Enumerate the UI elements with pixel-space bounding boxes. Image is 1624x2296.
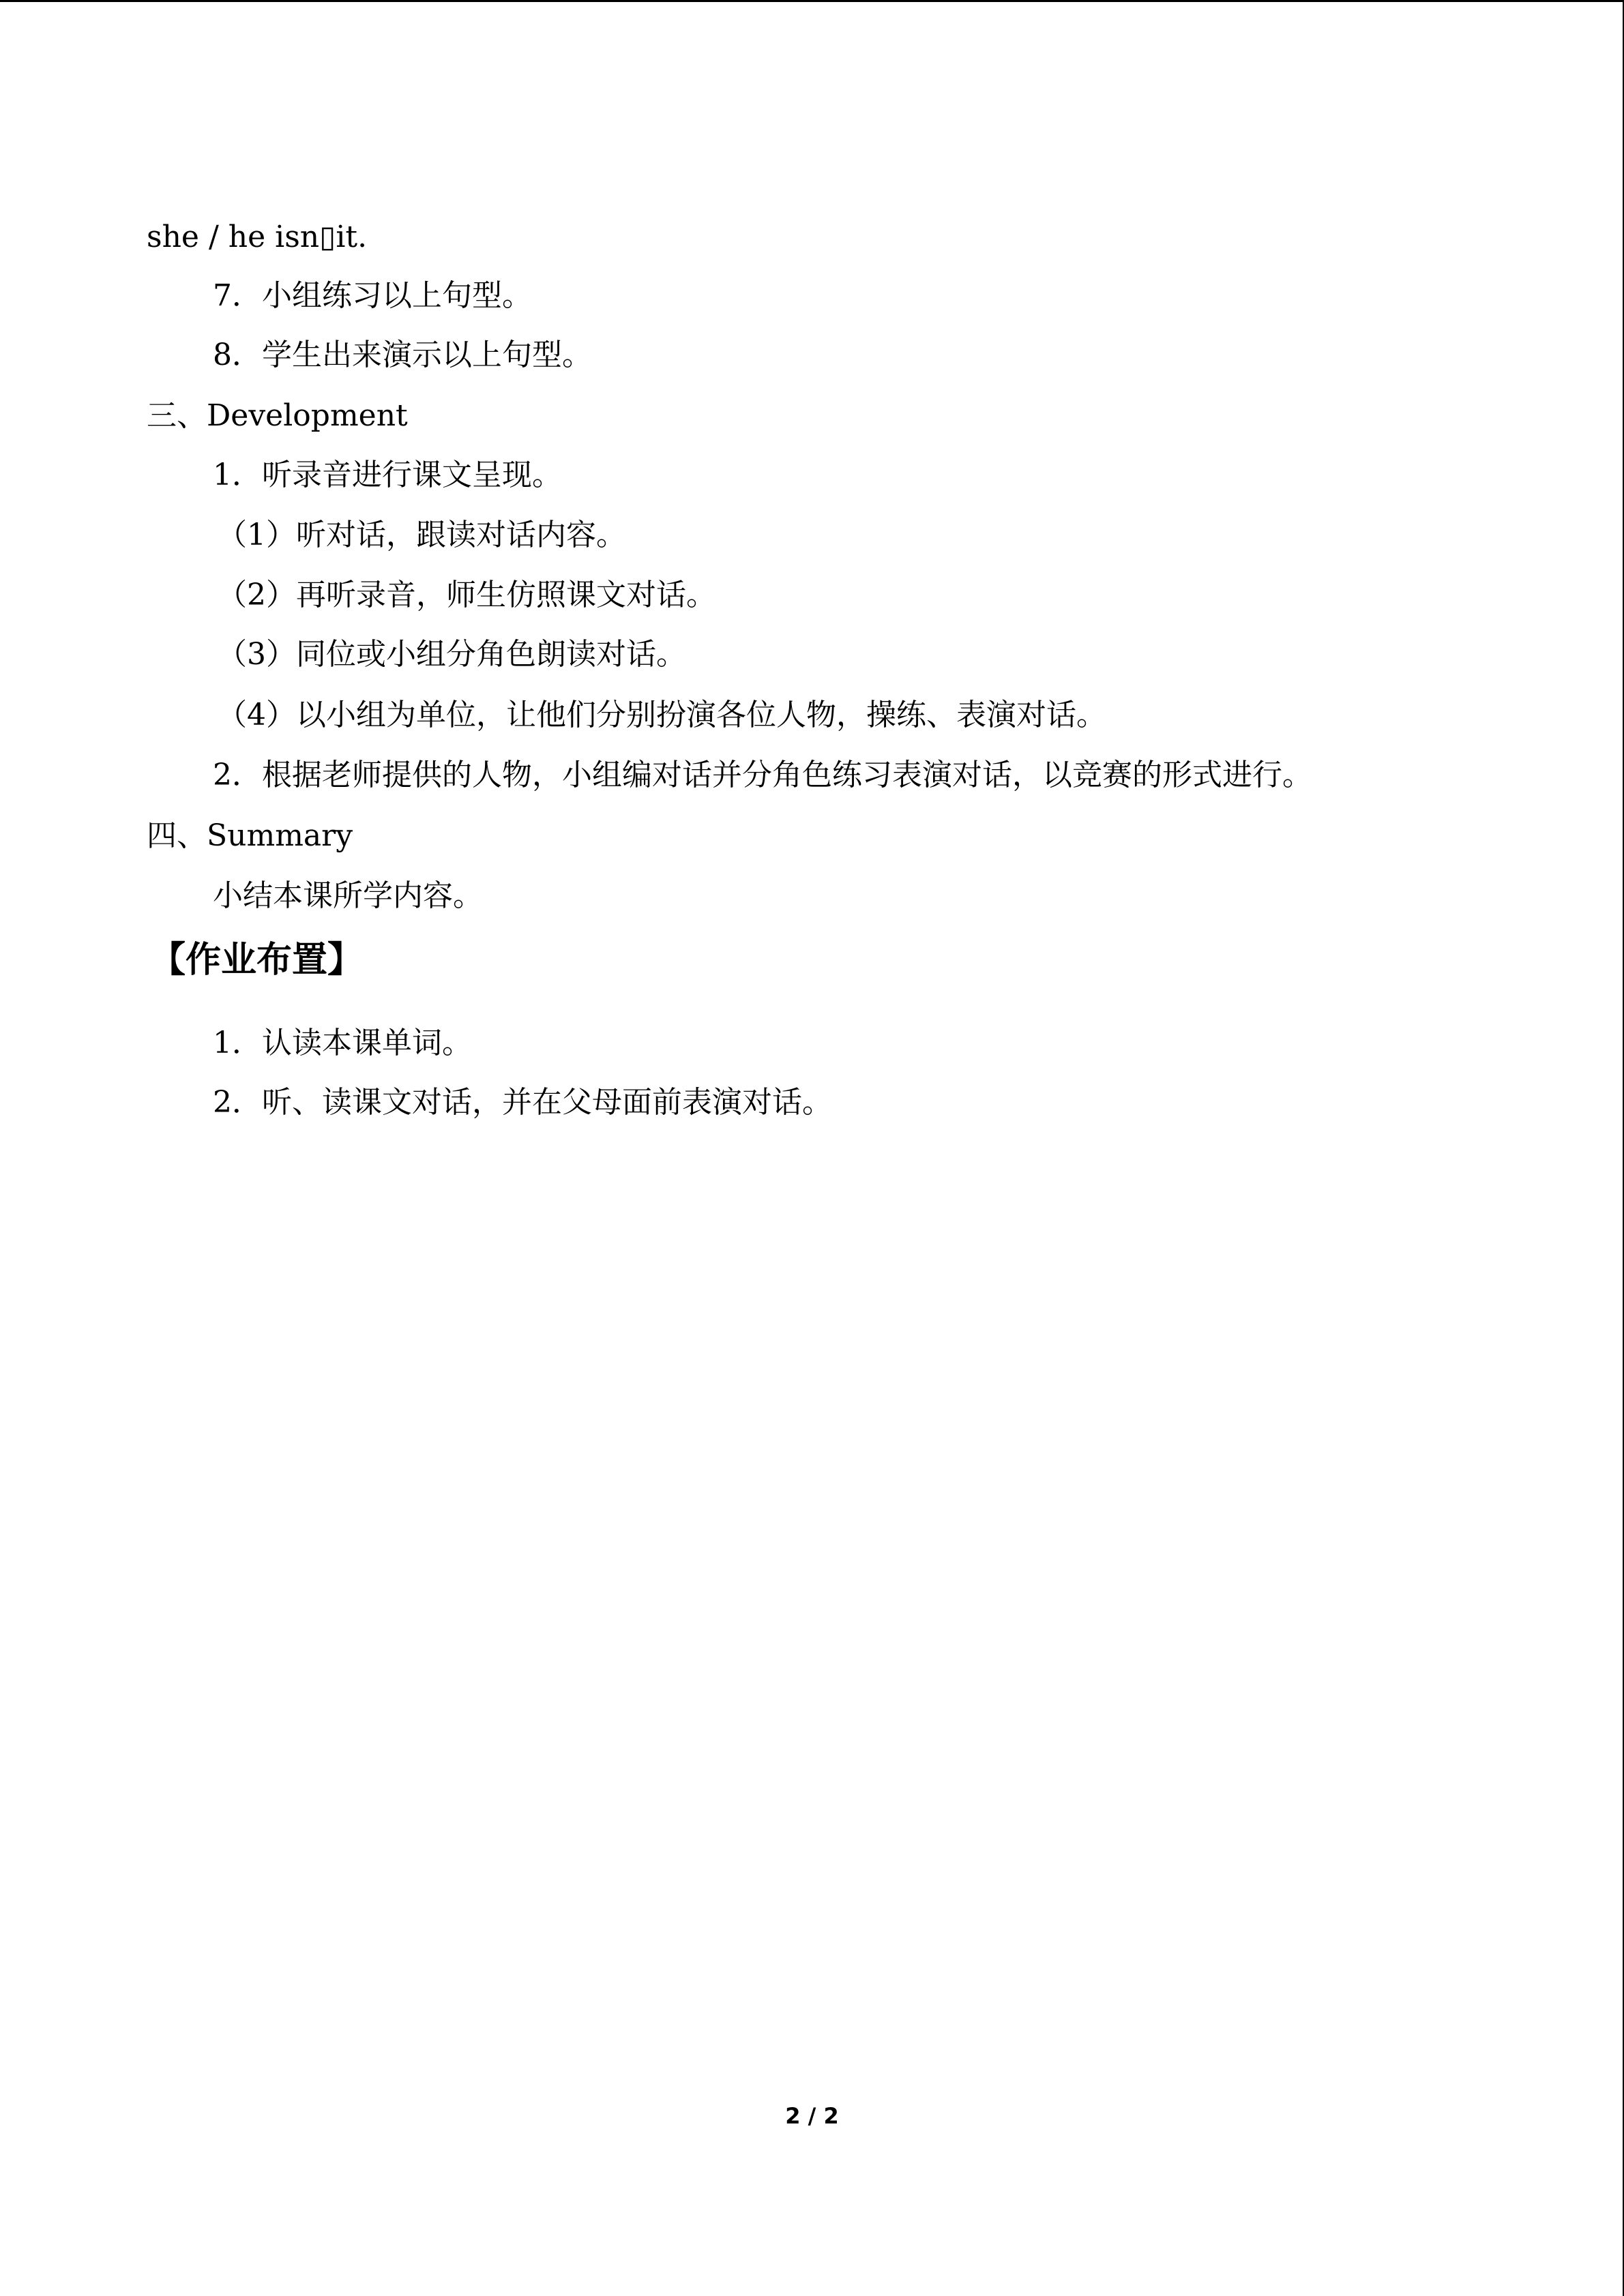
section-heading-summary: 四、Summary	[147, 818, 353, 853]
text-line-continuation: she / he isn▯it.	[147, 220, 368, 254]
summary-text: 小结本课所学内容。	[213, 878, 483, 913]
page-number: 2 / 2	[785, 2103, 839, 2129]
list-item-development-2: 2．根据老师提供的人物，小组编对话并分角色练习表演对话，以竞赛的形式进行。	[213, 758, 1312, 792]
sub-item-2: （2）再听录音，师生仿照课文对话。	[217, 578, 716, 612]
sub-item-3: （3）同位或小组分角色朗读对话。	[217, 637, 686, 672]
homework-item-2: 2．听、读课文对话，并在父母面前表演对话。	[213, 1085, 832, 1120]
homework-heading: 【作业布置】	[150, 940, 364, 981]
list-item-8: 8．学生出来演示以上句型。	[213, 338, 592, 372]
sub-item-1: （1）听对话，跟读对话内容。	[217, 518, 626, 552]
list-item-7: 7．小组练习以上句型。	[213, 278, 532, 313]
homework-item-1: 1．认读本课单词。	[213, 1026, 472, 1060]
list-item-development-1: 1．听录音进行课文呈现。	[213, 458, 562, 492]
section-heading-development: 三、Development	[147, 398, 408, 433]
sub-item-4: （4）以小组为单位，让他们分别扮演各位人物，操练、表演对话。	[217, 698, 1106, 732]
